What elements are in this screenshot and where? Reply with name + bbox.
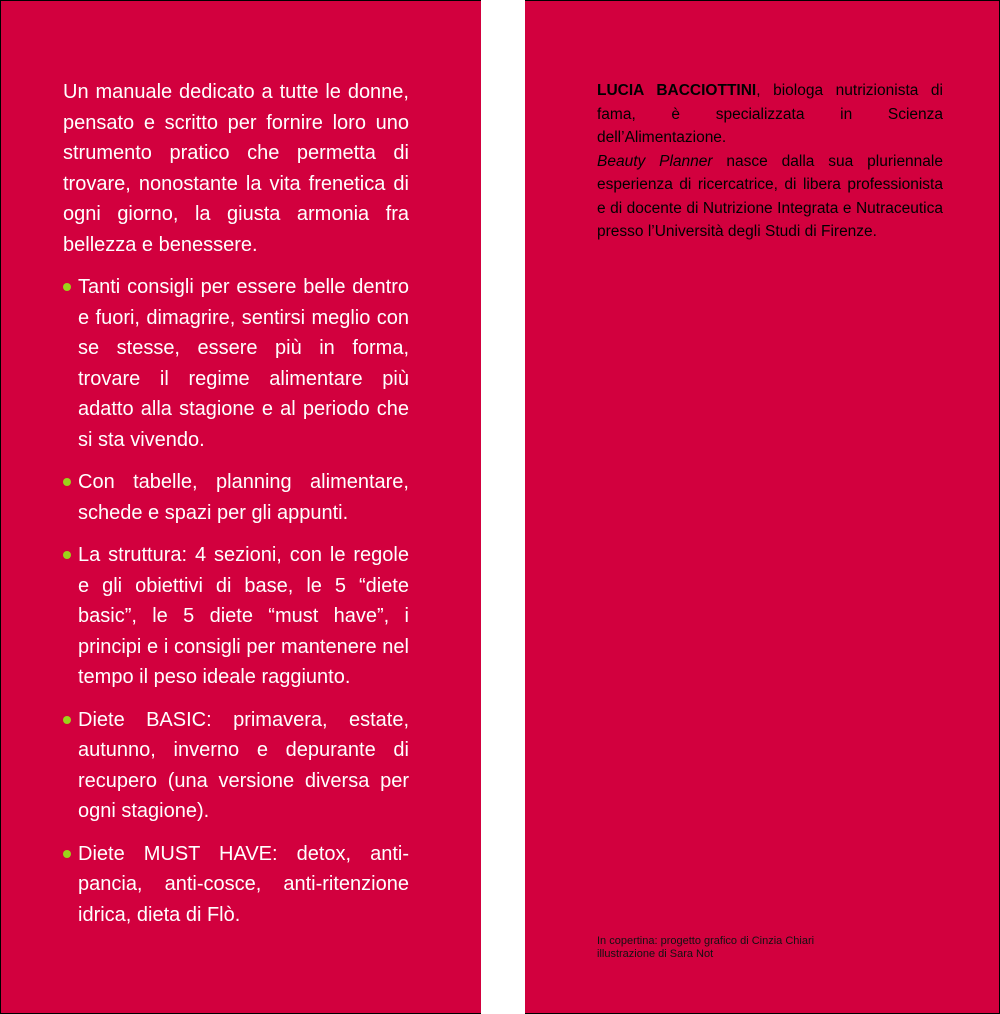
book-description: nasce dalla sua pluriennale esperienza di ricercatrice, di libera professionista e di docente di Nutrizione Integrata e Nutraceutica presso l’Università degli Studi di Firenze.	[597, 152, 943, 240]
author-bio	[597, 79, 943, 244]
center-gutter	[481, 0, 525, 1014]
author-name: LUCIA BACCIOTTINI	[597, 82, 757, 99]
credits-line-illustration: illustrazione di Sara Not	[597, 948, 714, 960]
list-item-text: Diete MUST HAVE: detox, anti-pancia, anti-cosce, anti-ritenzione idrica, dieta di Flò.	[78, 842, 409, 926]
list-item-text: La struttura: 4 sezioni, con le regole e gli obiettivi di base, le 5 “diete basic”, le 5 diete “must have”, i principi e i consigli per mantenere nel tempo il peso ideale raggiunto.	[78, 544, 409, 688]
bullet-dot-icon	[63, 716, 71, 724]
list-item	[63, 839, 409, 931]
bullet-dot-icon	[63, 551, 71, 559]
list-item	[63, 272, 409, 455]
list-item	[63, 540, 409, 693]
list-item	[63, 705, 409, 827]
left-text-block	[63, 77, 409, 942]
credits-line-design: In copertina: progetto grafico di Cinzia Chiari	[597, 935, 815, 947]
intro-paragraph: Un manuale dedicato a tutte le donne, pensato e scritto per fornire loro uno strumento pratico che permetta di trovare, nonostante la vita frenetica di ogni giorno, la giusta armonia fra bellezza e benessere.	[63, 81, 409, 256]
author-description: , biologa nutrizionista di fama, è specializzata in Scienza dell’Alimentazione.	[597, 82, 943, 146]
list-item	[63, 467, 409, 528]
left-flap	[0, 0, 481, 1014]
author-paragraph	[597, 79, 943, 150]
book-paragraph	[597, 150, 943, 244]
list-item-text: Con tabelle, planning alimentare, schede e spazi per gli appunti.	[78, 471, 409, 524]
list-item-text: Diete BASIC: primavera, estate, autunno, inverno e depurante di recupero (una versione diversa per ogni stagione).	[78, 708, 409, 822]
cover-credits	[597, 935, 897, 961]
book-title: Beauty Planner	[597, 152, 713, 170]
list-item-text: Tanti consigli per essere belle dentro e fuori, dimagrire, sentirsi meglio con se stesse, essere più in forma, trovare il regime alimentare più adatto alla stagione e al periodo che si sta vivendo.	[78, 276, 409, 451]
bullet-dot-icon	[63, 478, 71, 486]
bullet-dot-icon	[63, 283, 71, 291]
bullet-dot-icon	[63, 850, 71, 858]
feature-list	[63, 272, 409, 930]
